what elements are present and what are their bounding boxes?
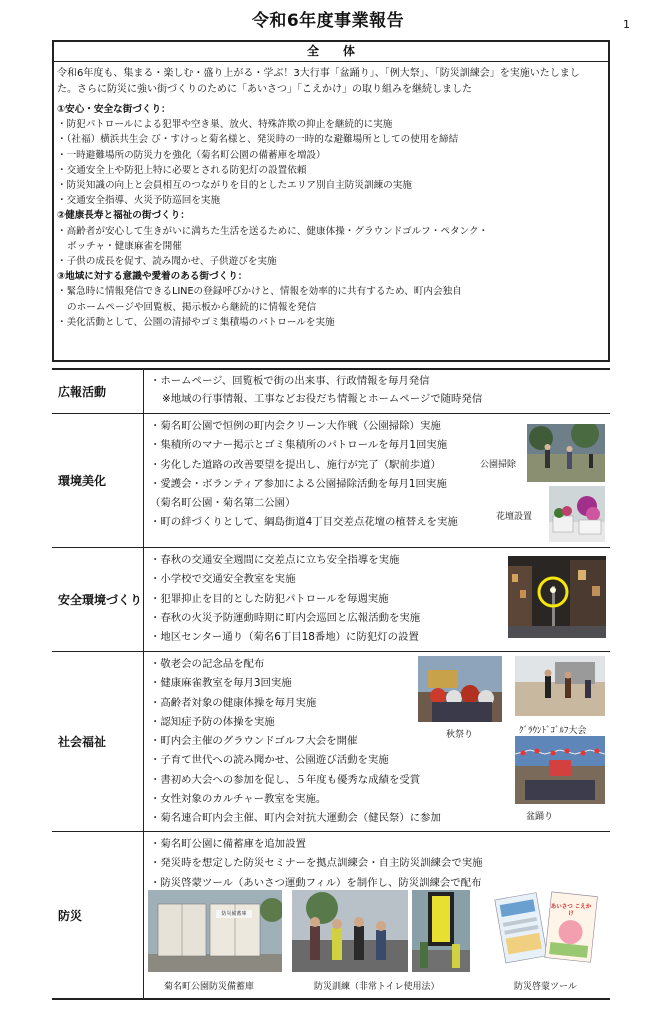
overview-body xyxy=(54,62,608,330)
page-number: 1 xyxy=(623,18,630,31)
row-public-relations xyxy=(52,370,610,414)
category-label: 環境美化 xyxy=(52,414,144,547)
activity-item: ・菊名町公園に備蓄庫を追加設置 xyxy=(150,838,306,850)
photo-caption: 防災訓練（非常トイレ使用法） xyxy=(314,982,440,992)
overview-item: ・高齢者が安心して生きがいに満ちた生活を送るために、健康体操・グラウンドゴルフ・ペタンク・ xyxy=(57,225,489,237)
overview-item: ・美化活動として、公園の清掃やゴミ集積場のパトロールを実施 xyxy=(57,316,335,328)
page-title: 令和6年度事業報告 xyxy=(251,11,405,31)
category-label: 安全環境づくり xyxy=(52,548,144,651)
ground-golf-photo xyxy=(515,656,605,716)
activity-item: ・認知症予防の体操を実施 xyxy=(150,715,275,728)
photo-caption: 盆踊り xyxy=(526,812,554,822)
activity-table xyxy=(52,368,610,1000)
activity-item: ・小学校で交通安全教室を実施 xyxy=(150,573,296,586)
disaster-tool-photo xyxy=(492,884,602,970)
photo-caption: 花壇設置 xyxy=(496,512,533,522)
photo-caption: 秋祭り xyxy=(446,730,474,740)
activity-item: ・菊名町公園で恒例の町内会クリーン大作戦（公園掃除）実施 xyxy=(150,420,441,432)
category-label: 社会福祉 xyxy=(52,652,144,831)
row-items xyxy=(144,414,610,547)
activity-item: ・町内会主催のグラウンドゴルフ大会を開催 xyxy=(150,735,358,748)
drill-photo-2 xyxy=(412,890,470,972)
intro-line: た。さらに防災に強い街づくりのために「あいさつ」「こえかけ」の取り組みを継続しました xyxy=(57,84,472,95)
park-cleaning-photo xyxy=(527,424,605,482)
activity-item: ・愛護会・ボランティア参加による公園掃除活動を毎月1回実施 xyxy=(150,477,447,490)
activity-item: ・ホームページ、回覧板で街の出来事、行政情報を毎月発信 xyxy=(150,375,430,387)
row-environment xyxy=(52,414,610,548)
activity-item: ※地域の行事情報、工事などお役だち情報とホームページで随時発信 xyxy=(162,393,483,405)
overview-section-heading: ②健康長寿と福祉の街づくり： xyxy=(57,210,190,222)
overview-sections xyxy=(57,102,604,330)
activity-item: ・発災時を想定した防災セミナーを拠点訓練会・自主防災訓練会で実施 xyxy=(150,857,483,870)
activity-item: ・高齢者対象の健康体操を毎月実施 xyxy=(150,696,317,709)
row-safety xyxy=(52,548,610,652)
overview-item: ・一時避難場所の防災力を強化（菊名町公園の備蓄庫を増設） xyxy=(57,149,326,161)
category-label: 広報活動 xyxy=(52,370,144,413)
overview-item: ・交通安全指導、火災予防巡回を実施 xyxy=(57,195,221,207)
overview-item: ・防犯パトロールによる犯罪や空き巣、放火、特殊詐欺の抑止を継続的に実施 xyxy=(57,119,393,131)
row-welfare xyxy=(52,652,610,832)
activity-item: ・春秋の火災予防運動時期に町内会巡回と広報活動を実施 xyxy=(150,611,421,624)
row-items xyxy=(144,370,610,413)
activity-item: （菊名町公園・菊名第二公園） xyxy=(150,497,296,510)
overview-item: ・防災知識の向上と会員相互のつながりを目的としたエリア別自主防災訓練の実施 xyxy=(57,180,412,192)
row-items xyxy=(144,832,610,998)
overview-intro xyxy=(57,66,604,98)
activity-item: ・集積所のマナー掲示とゴミ集積所のパトロールを毎月1回実施 xyxy=(150,439,448,452)
overview-item: のホームページや回覧板、掲示板から継続的に情報を発信 xyxy=(67,301,317,313)
drill-photo-1 xyxy=(292,890,408,972)
overview-item: ・（社福）横浜共生会 び・すけっと菊名様と、発災時の一時的な避難場所としての使用を締結 xyxy=(57,134,459,146)
photo-caption: 菊名町公園防災備蓄庫 xyxy=(164,982,255,992)
activity-item: ・敬老会の記念品を配布 xyxy=(150,658,265,670)
row-disaster-prevention xyxy=(52,832,610,1000)
autumn-festival-photo xyxy=(418,656,502,722)
overview-box xyxy=(52,40,610,362)
overview-heading: 全体 xyxy=(54,42,608,62)
overview-item: ・子供の成長を促す、読み聞かせ、子供遊びを実施 xyxy=(57,256,277,268)
overview-item: ・緊急時に情報発信できるLINEの登録呼びかけと、情報を効率的に共有するため、町内会独自 xyxy=(57,286,462,298)
photo-caption: ｸﾞﾗｳﾝﾄﾞｺﾞﾙﾌ大会 xyxy=(519,726,587,736)
activity-item: ・菊名連合町内会主催、町内会対抗大運動会（健民祭）に参加 xyxy=(150,812,441,825)
activity-item: ・子育て世代への読み聞かせ、公園遊び活動を実施 xyxy=(150,754,389,767)
activity-item: ・劣化した道路の改善要望を提出し、施行が完了（駅前歩道） xyxy=(150,458,441,471)
activity-item: ・地区センター通り（菊名6丁目18番地）に防犯灯の設置 xyxy=(150,631,419,644)
warehouse-sign: 防災備蓄庫 xyxy=(216,910,252,918)
category-label: 防災 xyxy=(52,832,144,998)
tool-title: あいさつ こえかけ xyxy=(550,904,592,917)
overview-section-heading: ①安心・安全な街づくり： xyxy=(57,104,171,115)
overview-section-heading: ③地域に対する意識や愛着のある街づくり： xyxy=(57,271,248,283)
activity-item: ・女性対象のカルチャー教室を実施。 xyxy=(150,793,327,806)
crime-light-photo xyxy=(508,556,606,638)
photo-caption: 公園掃除 xyxy=(480,460,517,470)
bon-dance-photo xyxy=(515,736,605,804)
activity-item: ・防災啓蒙ツール（あいさつ運動フィル）を制作し、防災訓練会で配布 xyxy=(150,876,482,889)
row-items xyxy=(144,548,610,651)
row-items xyxy=(144,652,610,831)
activity-item: ・春秋の交通安全週間に交差点に立ち安全指導を実施 xyxy=(150,554,400,566)
activity-item: ・書初め大会への参加を促し、５年度も優秀な成績を受賞 xyxy=(150,773,421,786)
photo-caption: 防災啓蒙ツール xyxy=(514,982,577,992)
stockpile-warehouse-photo xyxy=(148,890,282,972)
activity-item: ・犯罪抑止を目的とした防犯パトロールを毎週実施 xyxy=(150,592,389,605)
activity-item: ・町の絆づくりとして、綱島街道4丁目交差点花壇の植替えを実施 xyxy=(150,516,458,529)
flowerbed-photo xyxy=(549,486,605,542)
activity-item: ・健康麻雀教室を毎月3回実施 xyxy=(150,677,292,690)
intro-line: 令和6年度も、集まる・楽しむ・盛り上がる・学ぶ！3大行事「盆踊り」、「例大祭」、「防災訓練会」を実施いたしまし xyxy=(57,68,580,79)
overview-item: ・交通安全上や防犯上特に必要とされる防犯灯の設置依頼 xyxy=(57,164,307,176)
overview-item: ボッチャ・健康麻雀を開催 xyxy=(67,240,182,252)
